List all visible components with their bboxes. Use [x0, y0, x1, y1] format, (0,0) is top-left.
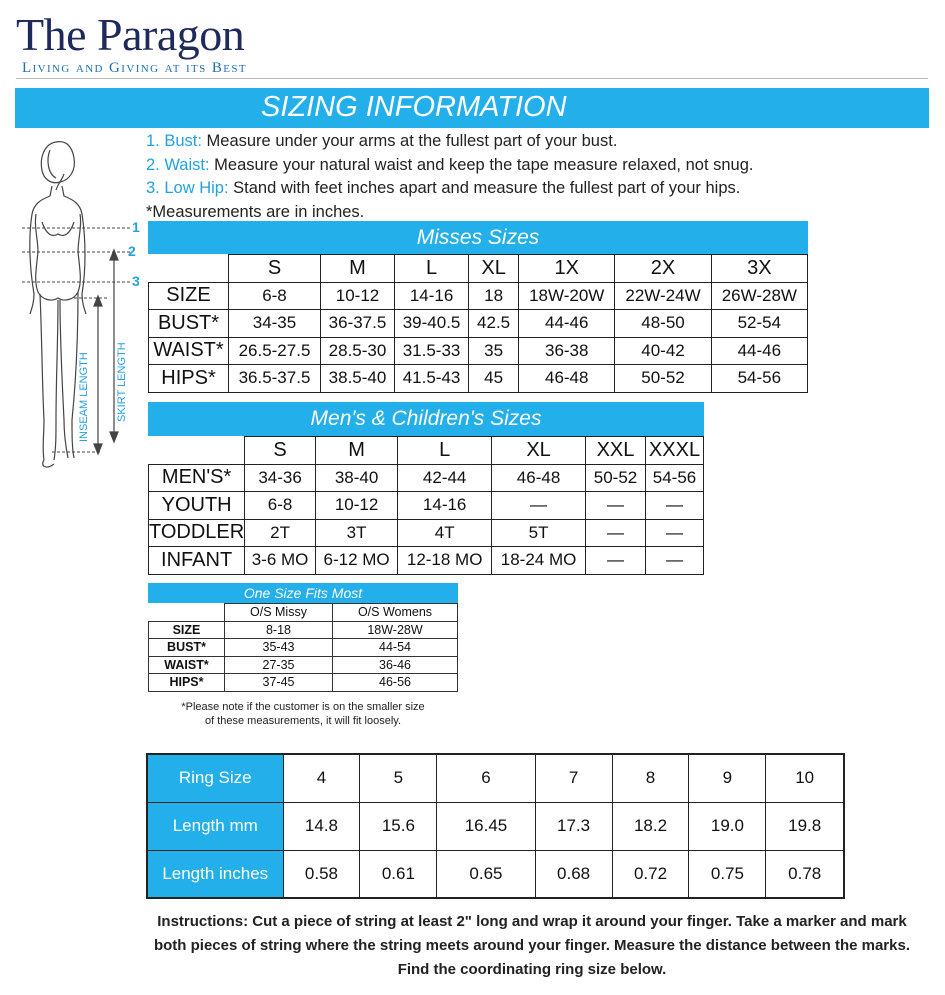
row-label: Length mm: [147, 802, 283, 850]
table-cell: 6-8: [245, 492, 316, 520]
row-label: WAIST*: [149, 337, 229, 365]
table-row: [149, 365, 808, 393]
table-row: [149, 492, 704, 520]
table-row: [147, 754, 844, 802]
table-cell: 44-46: [711, 337, 807, 365]
row-label: Length inches: [147, 850, 283, 898]
table-cell: 14-16: [398, 492, 492, 520]
table-cell: 46-56: [333, 674, 458, 692]
measuring-instructions: [146, 130, 753, 224]
table-cell: 8: [612, 754, 689, 802]
table-cell: 34-36: [245, 464, 316, 492]
table-cell: 10: [766, 754, 844, 802]
table-cell: 0.78: [766, 850, 844, 898]
table-cell: 6-8: [229, 282, 321, 310]
corner-cell: [149, 604, 225, 622]
row-label: SIZE: [149, 282, 229, 310]
column-header: M: [320, 255, 394, 283]
column-header: XL: [492, 437, 586, 465]
row-label: MEN'S*: [149, 464, 245, 492]
table-cell: 10-12: [320, 282, 394, 310]
table-cell: 0.72: [612, 850, 689, 898]
table-cell: 18W-28W: [333, 621, 458, 639]
row-label: TODDLER: [149, 519, 245, 547]
header-divider: [16, 78, 928, 79]
column-header: 1X: [519, 255, 615, 283]
corner-cell: [149, 255, 229, 283]
ring-instruction-line: Find the coordinating ring size below.: [397, 961, 667, 978]
table-row: [149, 656, 458, 674]
table-cell: 42-44: [398, 464, 492, 492]
table-cell: 41.5-43: [395, 365, 469, 393]
column-header: M: [315, 437, 397, 465]
table-cell: 0.61: [360, 850, 437, 898]
mens-childrens-title: Men's & Children's Sizes: [148, 402, 704, 436]
note-line: of these measurements, it will fit loosely.: [204, 715, 402, 727]
row-label: HIPS*: [149, 674, 225, 692]
table-cell: —: [586, 492, 646, 520]
column-header: L: [395, 255, 469, 283]
note-line: *Please note if the customer is on the smaller size: [181, 701, 425, 713]
table-cell: 39-40.5: [395, 310, 469, 338]
table-cell: 7: [535, 754, 612, 802]
table-cell: 34-35: [229, 310, 321, 338]
column-header: O/S Missy: [225, 604, 333, 622]
table-cell: 18W-20W: [519, 282, 615, 310]
table-row: [147, 850, 844, 898]
instruction-waist: [146, 154, 753, 178]
table-cell: 38-40: [315, 464, 397, 492]
table-cell: 44-54: [333, 639, 458, 657]
one-size-note: [146, 700, 460, 728]
instruction-bust: [146, 130, 753, 154]
table-cell: 36.5-37.5: [229, 365, 321, 393]
brand-header: [16, 8, 247, 77]
table-cell: 45: [469, 365, 519, 393]
table-cell: 52-54: [711, 310, 807, 338]
table-cell: 54-56: [646, 464, 704, 492]
table-cell: —: [646, 547, 704, 575]
table-row: [149, 519, 704, 547]
table-cell: 38.5-40: [320, 365, 394, 393]
table-cell: 26.5-27.5: [229, 337, 321, 365]
table-cell: 12-18 MO: [398, 547, 492, 575]
table-cell: 9: [689, 754, 766, 802]
table-row: [149, 674, 458, 692]
row-label: INFANT: [149, 547, 245, 575]
table-cell: 54-56: [711, 365, 807, 393]
table-row: [149, 621, 458, 639]
table-header-row: [149, 255, 808, 283]
table-cell: —: [586, 519, 646, 547]
column-header: O/S Womens: [333, 604, 458, 622]
table-cell: 18-24 MO: [492, 547, 586, 575]
table-cell: 35-43: [225, 639, 333, 657]
table-cell: 36-46: [333, 656, 458, 674]
table-cell: 6: [437, 754, 535, 802]
table-cell: —: [492, 492, 586, 520]
table-row: [149, 464, 704, 492]
table-cell: 0.65: [437, 850, 535, 898]
misses-sizes-title: Misses Sizes: [148, 221, 808, 254]
table-cell: 46-48: [492, 464, 586, 492]
table-cell: 0.58: [283, 850, 360, 898]
table-cell: 15.6: [360, 802, 437, 850]
marker-1: 1: [132, 219, 140, 235]
one-size-title: One Size Fits Most: [148, 583, 458, 603]
table-cell: 17.3: [535, 802, 612, 850]
table-row: [149, 282, 808, 310]
table-cell: 46-48: [519, 365, 615, 393]
table-cell: 36-38: [519, 337, 615, 365]
table-cell: 48-50: [615, 310, 711, 338]
corner-cell: [149, 437, 245, 465]
marker-3: 3: [132, 273, 140, 289]
table-cell: —: [586, 547, 646, 575]
table-cell: 42.5: [469, 310, 519, 338]
table-cell: 4: [283, 754, 360, 802]
table-cell: 6-12 MO: [315, 547, 397, 575]
table-cell: 35: [469, 337, 519, 365]
table-cell: 5T: [492, 519, 586, 547]
instruction-number: 3. Low Hip:: [146, 179, 229, 197]
instruction-number: 1. Bust:: [146, 132, 202, 150]
table-cell: 14.8: [283, 802, 360, 850]
table-cell: 16.45: [437, 802, 535, 850]
row-label: SIZE: [149, 621, 225, 639]
table-cell: 2T: [245, 519, 316, 547]
column-header: XXL: [586, 437, 646, 465]
page-title: SIZING INFORMATION: [261, 91, 567, 123]
table-cell: 36-37.5: [320, 310, 394, 338]
inseam-label: INSEAM LENGTH: [78, 352, 90, 442]
table-cell: 22W-24W: [615, 282, 711, 310]
table-row: [147, 802, 844, 850]
sizing-banner: [15, 88, 929, 128]
column-header: L: [398, 437, 492, 465]
table-cell: 50-52: [615, 365, 711, 393]
table-row: [149, 310, 808, 338]
table-cell: 5: [360, 754, 437, 802]
table-cell: —: [646, 492, 704, 520]
table-header-row: [149, 437, 704, 465]
instruction-number: 2. Waist:: [146, 155, 210, 174]
table-cell: 40-42: [615, 337, 711, 365]
table-cell: 0.75: [689, 850, 766, 898]
table-header-row: [149, 604, 458, 622]
table-cell: 27-35: [225, 656, 333, 674]
table-cell: 14-16: [395, 282, 469, 310]
body-measurement-figure: [12, 130, 152, 475]
table-cell: 31.5-33: [395, 337, 469, 365]
ring-instruction-line: both pieces of string where the string meets around your finger. Measure the distance between the marks.: [153, 937, 910, 954]
table-cell: 8-18: [225, 621, 333, 639]
table-row: [149, 547, 704, 575]
row-label: HIPS*: [149, 365, 229, 393]
brand-tagline: Living and Giving at its Best: [22, 60, 247, 76]
table-cell: 0.68: [535, 850, 612, 898]
marker-2: 2: [128, 243, 136, 259]
instruction-hip: [146, 177, 753, 201]
table-cell: 50-52: [586, 464, 646, 492]
table-cell: 26W-28W: [711, 282, 807, 310]
table-cell: 44-46: [519, 310, 615, 338]
table-cell: 10-12: [315, 492, 397, 520]
column-header: S: [245, 437, 316, 465]
table-cell: 18.2: [612, 802, 689, 850]
instruction-text: Measure your natural waist and keep the tape measure relaxed, not snug.: [209, 155, 754, 174]
row-label: WAIST*: [149, 656, 225, 674]
mens-childrens-table: [148, 436, 704, 575]
column-header: XXXL: [646, 437, 704, 465]
table-cell: —: [646, 519, 704, 547]
ring-size-table: [146, 753, 845, 899]
misses-sizes-table: [148, 254, 808, 393]
one-size-table: [148, 603, 458, 692]
instruction-note: *Measurements are in inches.: [146, 202, 365, 221]
row-label: BUST*: [149, 639, 225, 657]
table-cell: 18: [469, 282, 519, 310]
column-header: XL: [469, 255, 519, 283]
table-row: [149, 337, 808, 365]
brand-name: The Paragon: [16, 9, 245, 60]
instruction-text: Stand with feet inches apart and measure the fullest part of your hips.: [228, 179, 741, 197]
table-cell: 19.0: [689, 802, 766, 850]
table-cell: 37-45: [225, 674, 333, 692]
row-label: BUST*: [149, 310, 229, 338]
table-row: [149, 639, 458, 657]
ring-instructions: [134, 910, 930, 982]
table-cell: 4T: [398, 519, 492, 547]
instruction-text: Measure under your arms at the fullest part of your bust.: [201, 132, 618, 150]
skirt-label: SKIRT LENGTH: [116, 342, 128, 422]
column-header: 3X: [711, 255, 807, 283]
column-header: S: [229, 255, 321, 283]
row-label: Ring Size: [147, 754, 283, 802]
column-header: 2X: [615, 255, 711, 283]
row-label: YOUTH: [149, 492, 245, 520]
table-cell: 19.8: [766, 802, 844, 850]
table-cell: 3-6 MO: [245, 547, 316, 575]
ring-instruction-line: Instructions: Cut a piece of string at least 2" long and wrap it around your finger. Take a marker and mark: [157, 913, 907, 930]
table-cell: 28.5-30: [320, 337, 394, 365]
table-cell: 3T: [315, 519, 397, 547]
